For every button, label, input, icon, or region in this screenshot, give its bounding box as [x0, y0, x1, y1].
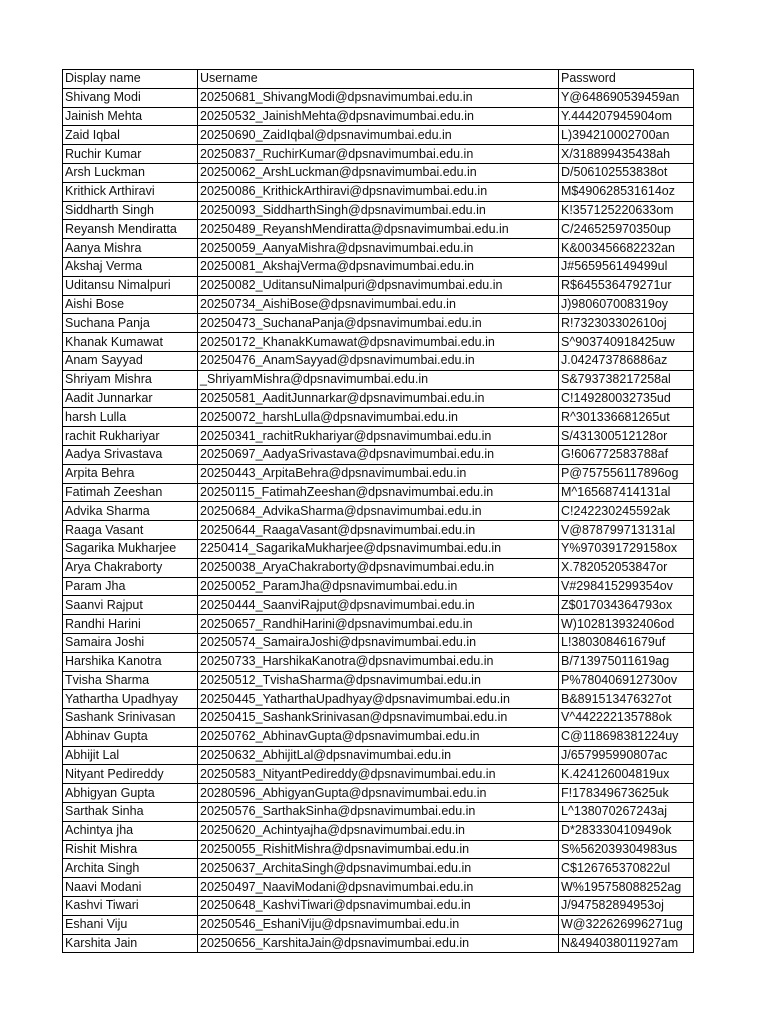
table-row: [63, 126, 694, 145]
table-row: [63, 239, 694, 258]
username-cell: 20250532_JainishMehta@dpsnavimumbai.edu.in: [198, 107, 559, 126]
password-cell: G!606772583788af: [559, 445, 694, 464]
username-cell: 2250414_SagarikaMukharjee@dpsnavimumbai.edu.in: [198, 539, 559, 558]
password-cell: D*283330410949ok: [559, 821, 694, 840]
password-cell: X/318899435438ah: [559, 145, 694, 164]
table-row: [63, 276, 694, 295]
display-name-cell: Siddharth Singh: [63, 201, 198, 220]
display-name-cell: Aadit Junnarkar: [63, 389, 198, 408]
table-row: [63, 145, 694, 164]
password-cell: P%780406912730ov: [559, 671, 694, 690]
username-cell: 20250581_AaditJunnarkar@dpsnavimumbai.edu.in: [198, 389, 559, 408]
table-row: [63, 351, 694, 370]
table-row: [63, 333, 694, 352]
username-cell: 20250684_AdvikaSharma@dpsnavimumbai.edu.in: [198, 502, 559, 521]
table-row: [63, 389, 694, 408]
password-cell: Y%970391729158ox: [559, 539, 694, 558]
username-cell: 20250512_TvishaSharma@dpsnavimumbai.edu.in: [198, 671, 559, 690]
username-cell: 20250081_AkshajVerma@dpsnavimumbai.edu.in: [198, 257, 559, 276]
username-cell: 20250497_NaaviModani@dpsnavimumbai.edu.in: [198, 878, 559, 897]
table-row: [63, 596, 694, 615]
display-name-cell: Akshaj Verma: [63, 257, 198, 276]
table-row: [63, 671, 694, 690]
table-row: [63, 314, 694, 333]
username-cell: 20250062_ArshLuckman@dpsnavimumbai.edu.in: [198, 163, 559, 182]
header-display-name: Display name: [63, 70, 198, 89]
username-cell: 20250644_RaagaVasant@dpsnavimumbai.edu.in: [198, 521, 559, 540]
table-row: [63, 483, 694, 502]
username-cell: 20250415_SashankSrinivasan@dpsnavimumbai.edu.in: [198, 709, 559, 728]
display-name-cell: Eshani Viju: [63, 915, 198, 934]
table-row: [63, 690, 694, 709]
password-cell: J#565956149499ul: [559, 257, 694, 276]
display-name-cell: Shivang Modi: [63, 88, 198, 107]
display-name-cell: Sashank Srinivasan: [63, 709, 198, 728]
display-name-cell: Archita Singh: [63, 859, 198, 878]
username-cell: 20250632_AbhijitLal@dpsnavimumbai.edu.in: [198, 746, 559, 765]
username-cell: 20250690_ZaidIqbal@dpsnavimumbai.edu.in: [198, 126, 559, 145]
username-cell: 20250172_KhanakKumawat@dpsnavimumbai.edu.in: [198, 333, 559, 352]
display-name-cell: Fatimah Zeeshan: [63, 483, 198, 502]
password-cell: N&494038011927am: [559, 934, 694, 953]
password-cell: S&793738217258al: [559, 370, 694, 389]
table-row: [63, 502, 694, 521]
password-cell: R!732303302610oj: [559, 314, 694, 333]
table-row: [63, 840, 694, 859]
table-row: [63, 746, 694, 765]
username-cell: 20250059_AanyaMishra@dpsnavimumbai.edu.in: [198, 239, 559, 258]
username-cell: 20250086_KrithickArthiravi@dpsnavimumbai.edu.in: [198, 182, 559, 201]
table-row: [63, 727, 694, 746]
password-cell: L)394210002700an: [559, 126, 694, 145]
password-cell: C!242230245592ak: [559, 502, 694, 521]
display-name-cell: Naavi Modani: [63, 878, 198, 897]
table-row: [63, 803, 694, 822]
username-cell: 20250546_EshaniViju@dpsnavimumbai.edu.in: [198, 915, 559, 934]
password-cell: J/657995990807ac: [559, 746, 694, 765]
password-cell: L!380308461679uf: [559, 633, 694, 652]
display-name-cell: Reyansh Mendiratta: [63, 220, 198, 239]
username-cell: 20250341_rachitRukhariyar@dpsnavimumbai.edu.in: [198, 427, 559, 446]
username-cell: 20250837_RuchirKumar@dpsnavimumbai.edu.in: [198, 145, 559, 164]
username-cell: 20250681_ShivangModi@dpsnavimumbai.edu.in: [198, 88, 559, 107]
display-name-cell: Aishi Bose: [63, 295, 198, 314]
username-cell: 20250445_YatharthaUpadhyay@dpsnavimumbai.edu.in: [198, 690, 559, 709]
password-cell: C$126765370822ul: [559, 859, 694, 878]
password-cell: V@878799713131al: [559, 521, 694, 540]
display-name-cell: Suchana Panja: [63, 314, 198, 333]
password-cell: J)980607008319oy: [559, 295, 694, 314]
table-row: [63, 765, 694, 784]
password-cell: C@118698381224uy: [559, 727, 694, 746]
display-name-cell: Abhinav Gupta: [63, 727, 198, 746]
display-name-cell: Abhijit Lal: [63, 746, 198, 765]
username-cell: 20250444_SaanviRajput@dpsnavimumbai.edu.in: [198, 596, 559, 615]
display-name-cell: Karshita Jain: [63, 934, 198, 953]
display-name-cell: Arsh Luckman: [63, 163, 198, 182]
table-row: [63, 220, 694, 239]
display-name-cell: Raaga Vasant: [63, 521, 198, 540]
table-row: [63, 915, 694, 934]
display-name-cell: Achintya jha: [63, 821, 198, 840]
password-cell: R$645536479271ur: [559, 276, 694, 295]
username-cell: 20250697_AadyaSrivastava@dpsnavimumbai.edu.in: [198, 445, 559, 464]
password-cell: D/506102553838ot: [559, 163, 694, 182]
table-row: [63, 201, 694, 220]
table-row: [63, 784, 694, 803]
table-row: [63, 577, 694, 596]
display-name-cell: Harshika Kanotra: [63, 652, 198, 671]
username-cell: 20250055_RishitMishra@dpsnavimumbai.edu.in: [198, 840, 559, 859]
table-row: [63, 445, 694, 464]
password-cell: K&003456682232an: [559, 239, 694, 258]
username-cell: 20250657_RandhiHarini@dpsnavimumbai.edu.in: [198, 615, 559, 634]
username-cell: 20250734_AishiBose@dpsnavimumbai.edu.in: [198, 295, 559, 314]
table-row: [63, 182, 694, 201]
username-cell: 20250052_ParamJha@dpsnavimumbai.edu.in: [198, 577, 559, 596]
username-cell: 20250443_ArpitaBehra@dpsnavimumbai.edu.in: [198, 464, 559, 483]
password-cell: J/947582894953oj: [559, 897, 694, 916]
display-name-cell: Randhi Harini: [63, 615, 198, 634]
table-row: [63, 633, 694, 652]
header-username: Username: [198, 70, 559, 89]
display-name-cell: Anam Sayyad: [63, 351, 198, 370]
display-name-cell: Abhigyan Gupta: [63, 784, 198, 803]
password-cell: M^165687414131al: [559, 483, 694, 502]
display-name-cell: rachit Rukhariyar: [63, 427, 198, 446]
display-name-cell: Jainish Mehta: [63, 107, 198, 126]
password-cell: W@322626996271ug: [559, 915, 694, 934]
table-row: [63, 821, 694, 840]
credentials-table: [62, 69, 694, 953]
password-cell: S%562039304983us: [559, 840, 694, 859]
password-cell: W%195758088252ag: [559, 878, 694, 897]
password-cell: Y@648690539459an: [559, 88, 694, 107]
table-row: [63, 521, 694, 540]
password-cell: C/246525970350up: [559, 220, 694, 239]
display-name-cell: Sagarika Mukharjee: [63, 539, 198, 558]
table-row: [63, 897, 694, 916]
password-cell: J.042473786886az: [559, 351, 694, 370]
username-cell: _ShriyamMishra@dpsnavimumbai.edu.in: [198, 370, 559, 389]
username-cell: 20250637_ArchitaSingh@dpsnavimumbai.edu.in: [198, 859, 559, 878]
username-cell: 20250082_UditansuNimalpuri@dpsnavimumbai.edu.in: [198, 276, 559, 295]
display-name-cell: harsh Lulla: [63, 408, 198, 427]
table-row: [63, 539, 694, 558]
username-cell: 20250093_SiddharthSingh@dpsnavimumbai.edu.in: [198, 201, 559, 220]
table-row: [63, 878, 694, 897]
display-name-cell: Advika Sharma: [63, 502, 198, 521]
table-row: [63, 163, 694, 182]
password-cell: Z$017034364793ox: [559, 596, 694, 615]
password-cell: M$490628531614oz: [559, 182, 694, 201]
display-name-cell: Saanvi Rajput: [63, 596, 198, 615]
password-cell: P@757556117896og: [559, 464, 694, 483]
display-name-cell: Aadya Srivastava: [63, 445, 198, 464]
password-cell: S/431300512128or: [559, 427, 694, 446]
username-cell: 20280596_AbhigyanGupta@dpsnavimumbai.edu.in: [198, 784, 559, 803]
table-row: [63, 257, 694, 276]
table-row: [63, 295, 694, 314]
password-cell: R^301336681265ut: [559, 408, 694, 427]
table-row: [63, 934, 694, 953]
username-cell: 20250038_AryaChakraborty@dpsnavimumbai.edu.in: [198, 558, 559, 577]
display-name-cell: Arya Chakraborty: [63, 558, 198, 577]
username-cell: 20250115_FatimahZeeshan@dpsnavimumbai.edu.in: [198, 483, 559, 502]
password-cell: V#298415299354ov: [559, 577, 694, 596]
table-body: [63, 70, 694, 953]
table-row: [63, 370, 694, 389]
display-name-cell: Shriyam Mishra: [63, 370, 198, 389]
display-name-cell: Kashvi Tiwari: [63, 897, 198, 916]
password-cell: F!178349673625uk: [559, 784, 694, 803]
table-row: [63, 558, 694, 577]
username-cell: 20250583_NityantPedireddy@dpsnavimumbai.edu.in: [198, 765, 559, 784]
table-row: [63, 408, 694, 427]
table-row: [63, 709, 694, 728]
username-cell: 20250476_AnamSayyad@dpsnavimumbai.edu.in: [198, 351, 559, 370]
password-cell: S^903740918425uw: [559, 333, 694, 352]
table-row: [63, 427, 694, 446]
username-cell: 20250620_Achintyajha@dpsnavimumbai.edu.in: [198, 821, 559, 840]
username-cell: 20250473_SuchanaPanja@dpsnavimumbai.edu.in: [198, 314, 559, 333]
display-name-cell: Nityant Pedireddy: [63, 765, 198, 784]
display-name-cell: Yathartha Upadhyay: [63, 690, 198, 709]
username-cell: 20250733_HarshikaKanotra@dpsnavimumbai.edu.in: [198, 652, 559, 671]
table-row: [63, 615, 694, 634]
username-cell: 20250072_harshLulla@dpsnavimumbai.edu.in: [198, 408, 559, 427]
password-cell: K!357125220633om: [559, 201, 694, 220]
password-cell: C!149280032735ud: [559, 389, 694, 408]
table-row: [63, 859, 694, 878]
password-cell: B/713975011619ag: [559, 652, 694, 671]
display-name-cell: Zaid Iqbal: [63, 126, 198, 145]
table-header-row: [63, 70, 694, 89]
password-cell: X.782052053847or: [559, 558, 694, 577]
display-name-cell: Aanya Mishra: [63, 239, 198, 258]
display-name-cell: Khanak Kumawat: [63, 333, 198, 352]
table-row: [63, 464, 694, 483]
username-cell: 20250648_KashviTiwari@dpsnavimumbai.edu.in: [198, 897, 559, 916]
username-cell: 20250762_AbhinavGupta@dpsnavimumbai.edu.in: [198, 727, 559, 746]
password-cell: K.424126004819ux: [559, 765, 694, 784]
username-cell: 20250576_SarthakSinha@dpsnavimumbai.edu.in: [198, 803, 559, 822]
display-name-cell: Uditansu Nimalpuri: [63, 276, 198, 295]
header-password: Password: [559, 70, 694, 89]
table-row: [63, 88, 694, 107]
display-name-cell: Samaira Joshi: [63, 633, 198, 652]
display-name-cell: Sarthak Sinha: [63, 803, 198, 822]
password-cell: W)102813932406od: [559, 615, 694, 634]
password-cell: B&891513476327ot: [559, 690, 694, 709]
display-name-cell: Arpita Behra: [63, 464, 198, 483]
password-cell: V^442222135788ok: [559, 709, 694, 728]
display-name-cell: Param Jha: [63, 577, 198, 596]
username-cell: 20250489_ReyanshMendiratta@dpsnavimumbai.edu.in: [198, 220, 559, 239]
table-row: [63, 107, 694, 126]
display-name-cell: Rishit Mishra: [63, 840, 198, 859]
username-cell: 20250574_SamairaJoshi@dpsnavimumbai.edu.in: [198, 633, 559, 652]
password-cell: Y.444207945904om: [559, 107, 694, 126]
password-cell: L^138070267243aj: [559, 803, 694, 822]
display-name-cell: Tvisha Sharma: [63, 671, 198, 690]
username-cell: 20250656_KarshitaJain@dpsnavimumbai.edu.in: [198, 934, 559, 953]
table-row: [63, 652, 694, 671]
display-name-cell: Krithick Arthiravi: [63, 182, 198, 201]
display-name-cell: Ruchir Kumar: [63, 145, 198, 164]
